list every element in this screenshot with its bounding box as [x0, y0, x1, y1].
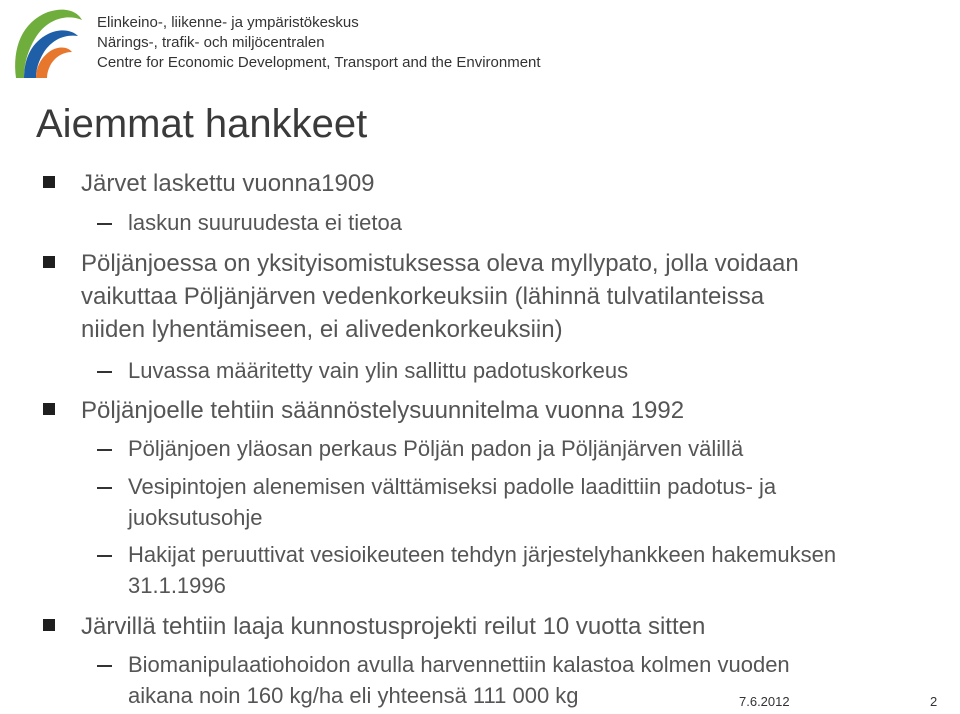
sub-bullet-text: Pöljänjoen yläosan perkaus Pöljän padon ja Pöljänjärven välillä: [128, 436, 744, 461]
dash-icon: [97, 555, 112, 557]
sub-bullet-text: juoksutusohje: [128, 505, 263, 530]
bullet-text: Järvet laskettu vuonna1909: [81, 170, 375, 197]
bullet-text: Pöljänjoessa on yksityisomistuksessa oleva myllypato, jolla voidaan: [81, 250, 799, 277]
header: [0, 0, 960, 90]
org-name-en: Centre for Economic Development, Transport and the Environment: [97, 54, 541, 71]
bullet-text: Järvillä tehtiin laaja kunnostusprojekti reilut 10 vuotta sitten: [81, 613, 706, 640]
dash-icon: [97, 487, 112, 489]
org-name-fi: Elinkeino-, liikenne- ja ympäristökeskus: [97, 14, 359, 31]
sub-bullet-text: Luvassa määritetty vain ylin sallittu padotuskorkeus: [128, 358, 629, 383]
dash-icon: [97, 665, 112, 667]
sub-bullet-text: Hakijat peruuttivat vesioikeuteen tehdyn järjestelyhankkeen hakemuksen: [128, 542, 837, 567]
sub-bullet-text: Biomanipulaatiohoidon avulla harvennettiin kalastoa kolmen vuoden: [128, 652, 790, 677]
organization-name: [97, 13, 541, 73]
org-name-sv: Närings-, trafik- och miljöcentralen: [97, 34, 325, 51]
slide-date: 7.6.2012: [739, 694, 790, 709]
bullet-square-icon: [43, 619, 55, 631]
bullet-square-icon: [43, 403, 55, 415]
dash-icon: [97, 449, 112, 451]
ely-logo-icon: [8, 4, 84, 82]
sub-bullet-text: aikana noin 160 kg/ha eli yhteensä 111 000 kg: [128, 683, 579, 708]
bullet-text: vaikuttaa Pöljänjärven vedenkorkeuksiin (lähinnä tulvatilanteissa: [81, 283, 765, 310]
bullet-square-icon: [43, 176, 55, 188]
sub-bullet-text: Vesipintojen alenemisen välttämiseksi padolle laadittiin padotus- ja: [128, 474, 777, 499]
sub-bullet-text: 31.1.1996: [128, 573, 226, 598]
slide-title: Aiemmat hankkeet: [36, 102, 368, 146]
slide-number: 2: [930, 694, 938, 709]
dash-icon: [97, 371, 112, 373]
bullet-text: niiden lyhentämiseen, ei alivedenkorkeuksiin): [81, 316, 563, 343]
bullet-square-icon: [43, 256, 55, 268]
bullet-text: Pöljänjoelle tehtiin säännöstelysuunnitelma vuonna 1992: [81, 397, 685, 424]
sub-bullet-text: laskun suuruudesta ei tietoa: [128, 210, 402, 235]
dash-icon: [97, 223, 112, 225]
